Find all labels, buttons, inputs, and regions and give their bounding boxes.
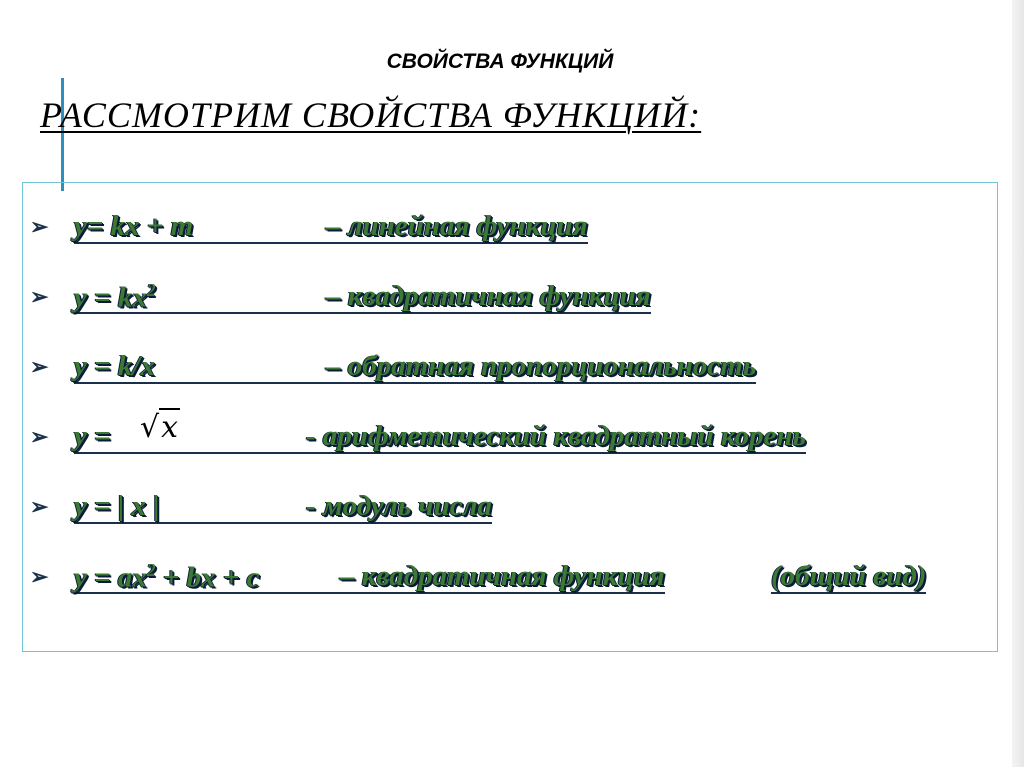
description-quadratic: – квадратичная функция: [326, 280, 651, 312]
arrow-bullet-icon: ➢: [30, 214, 49, 239]
general-form-note: (общий вид): [771, 560, 927, 592]
description-inverse: – обратная пропорциональность: [326, 350, 757, 382]
arrow-bullet-icon: ➢: [30, 354, 49, 379]
formula-linear: y= kx + m: [74, 210, 326, 244]
formula-inverse: y = k/x: [74, 350, 326, 384]
square-root-symbol: √x: [140, 410, 179, 445]
description-sqrt: - арифметический квадратный корень: [306, 420, 806, 452]
arrow-bullet-icon: ➢: [30, 494, 49, 519]
slide-heading: РАССМОТРИМ СВОЙСТВА ФУНКЦИЙ:: [40, 95, 702, 135]
slide-header: СВОЙСТВА ФУНКЦИЙ: [386, 50, 614, 73]
arrow-bullet-icon: ➢: [30, 424, 49, 449]
formula-sqrt: y =: [74, 420, 326, 454]
arrow-bullet-icon: ➢: [30, 284, 49, 309]
slide-edge: [1012, 0, 1024, 767]
arrow-bullet-icon: ➢: [30, 564, 49, 589]
description-modulus: - модуль числа: [306, 490, 492, 522]
description-quadratic-general: – квадратичная функция: [340, 560, 665, 592]
formula-quadratic: $y = kx^2$: [74, 280, 326, 314]
formula-quadratic-general: $y = ax^2$ + bx + c: [74, 560, 340, 594]
formula-modulus: y = | x |: [74, 490, 306, 524]
description-linear: – линейная функция: [326, 210, 588, 242]
